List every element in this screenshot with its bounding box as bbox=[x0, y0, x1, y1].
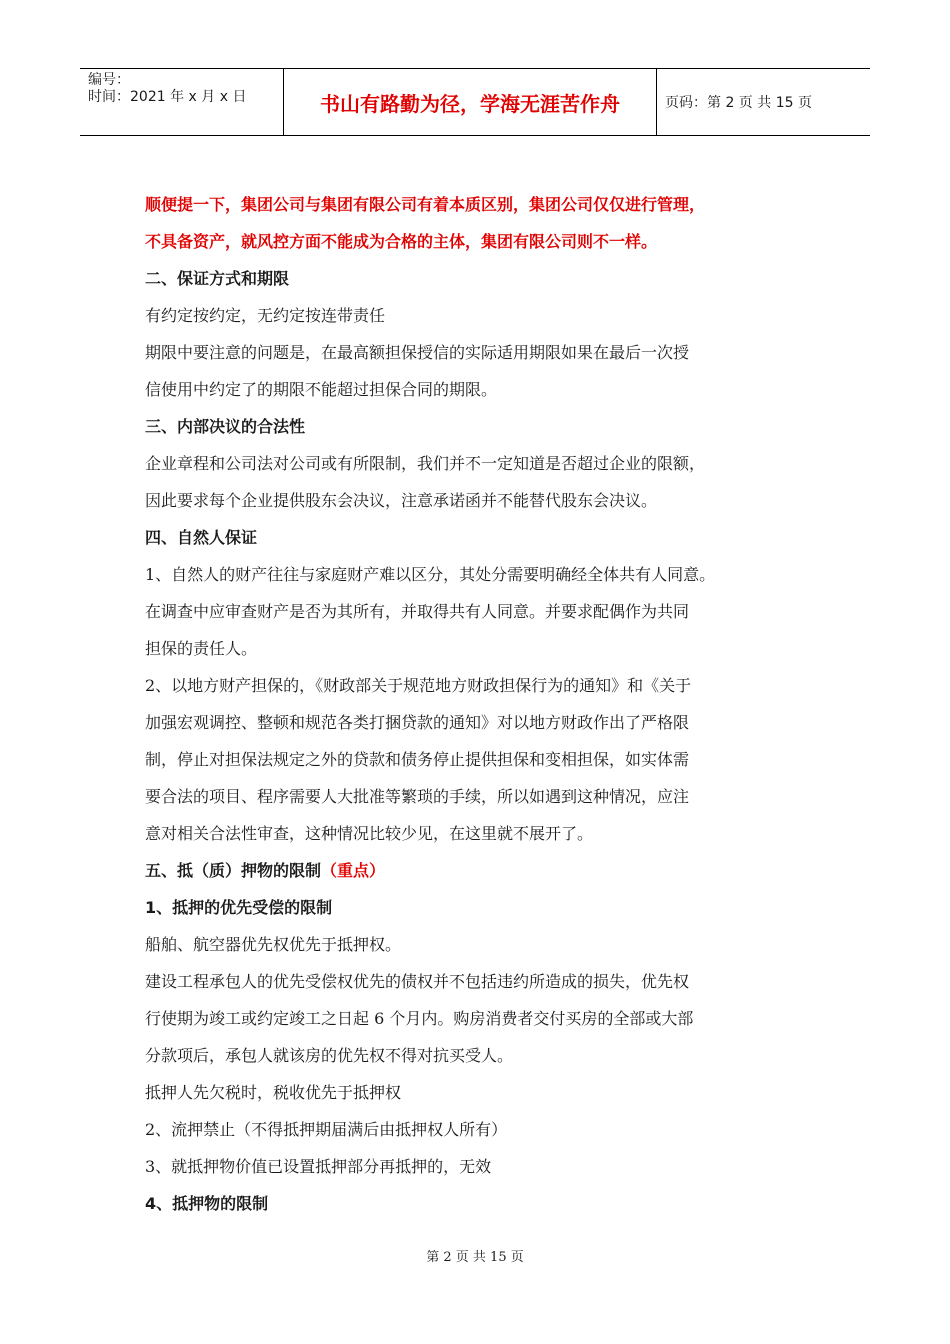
document-date: 时间：2021 年 x 月 x 日 bbox=[88, 89, 247, 105]
paragraph-line: 2、以地方财产担保的，《财政部关于规范地方财政担保行为的通知》和《关于 bbox=[145, 676, 692, 695]
header-meta bbox=[80, 69, 283, 135]
paragraph-line: 有约定按约定，无约定按连带责任 bbox=[145, 306, 386, 325]
paragraph-line: 因此要求每个企业提供股东会决议，注意承诺函并不能替代股东会决议。 bbox=[145, 491, 658, 510]
section-heading: 三、内部决议的合法性 bbox=[145, 417, 306, 436]
paragraph-line: 建设工程承包人的优先受偿权优先的债权并不包括违约所造成的损失，优先权 bbox=[145, 972, 690, 991]
paragraph-line: 2、流押禁止（不得抵押期届满后由抵押权人所有） bbox=[145, 1120, 508, 1139]
section-heading-text: 五、抵（质）押物的限制 bbox=[145, 861, 322, 880]
subsection-heading: 4、抵押物的限制 bbox=[145, 1194, 269, 1213]
paragraph-line: 要合法的项目、程序需要人大批准等繁琐的手续，所以如遇到这种情况，应注 bbox=[145, 787, 690, 806]
paragraph-line: 抵押人先欠税时，税收优先于抵押权 bbox=[145, 1083, 402, 1102]
paragraph-line: 期限中要注意的问题是，在最高额担保授信的实际适用期限如果在最后一次授 bbox=[145, 343, 690, 362]
paragraph-line: 企业章程和公司法对公司或有所限制，我们并不一定知道是否超过企业的限额， bbox=[145, 454, 706, 473]
paragraph-line: 分款项后，承包人就该房的优先权不得对抗买受人。 bbox=[145, 1046, 514, 1065]
document-number: 编号： bbox=[88, 72, 130, 88]
paragraph-line: 意对相关合法性审查，这种情况比较少见，在这里就不展开了。 bbox=[145, 824, 594, 843]
highlight-note-line: 顺便提一下，集团公司与集团有限公司有着本质区别，集团公司仅仅进行管理， bbox=[145, 195, 706, 214]
header-page-info: 页码：第 2 页 共 15 页 bbox=[665, 95, 812, 111]
subsection-heading: 1、抵押的优先受偿的限制 bbox=[145, 898, 333, 917]
paragraph-line: 担保的责任人。 bbox=[145, 639, 258, 658]
paragraph-line: 行使期为竣工或约定竣工之日起 6 个月内。购房消费者交付买房的全部或大部 bbox=[145, 1009, 694, 1028]
header-motto: 书山有路勤为径，学海无涯苦作舟 bbox=[283, 69, 657, 135]
page-footer: 第 2 页 共 15 页 bbox=[426, 1250, 524, 1265]
paragraph-line: 1、自然人的财产往往与家庭财产难以区分，其处分需要明确经全体共有人同意。 bbox=[145, 565, 716, 584]
paragraph-line: 信使用中约定了的期限不能超过担保合同的期限。 bbox=[145, 380, 498, 399]
key-point-marker: （重点） bbox=[321, 861, 386, 880]
paragraph-line: 船舶、航空器优先权优先于抵押权。 bbox=[145, 935, 402, 954]
page-header bbox=[80, 68, 870, 136]
paragraph-line: 3、就抵押物价值已设置抵押部分再抵押的，无效 bbox=[145, 1157, 492, 1176]
section-heading: 二、保证方式和期限 bbox=[145, 269, 290, 288]
section-heading: 四、自然人保证 bbox=[145, 528, 258, 547]
paragraph-line: 在调查中应审查财产是否为其所有，并取得共有人同意。并要求配偶作为共同 bbox=[145, 602, 690, 621]
section-heading bbox=[145, 852, 810, 889]
paragraph-line: 制，停止对担保法规定之外的贷款和债务停止提供担保和变相担保，如实体需 bbox=[145, 750, 690, 769]
document-body bbox=[145, 186, 810, 1222]
paragraph-line: 加强宏观调控、整顿和规范各类打捆贷款的通知》对以地方财政作出了严格限 bbox=[145, 713, 690, 732]
highlight-note-line: 不具备资产，就风控方面不能成为合格的主体，集团有限公司则不一样。 bbox=[145, 232, 658, 251]
